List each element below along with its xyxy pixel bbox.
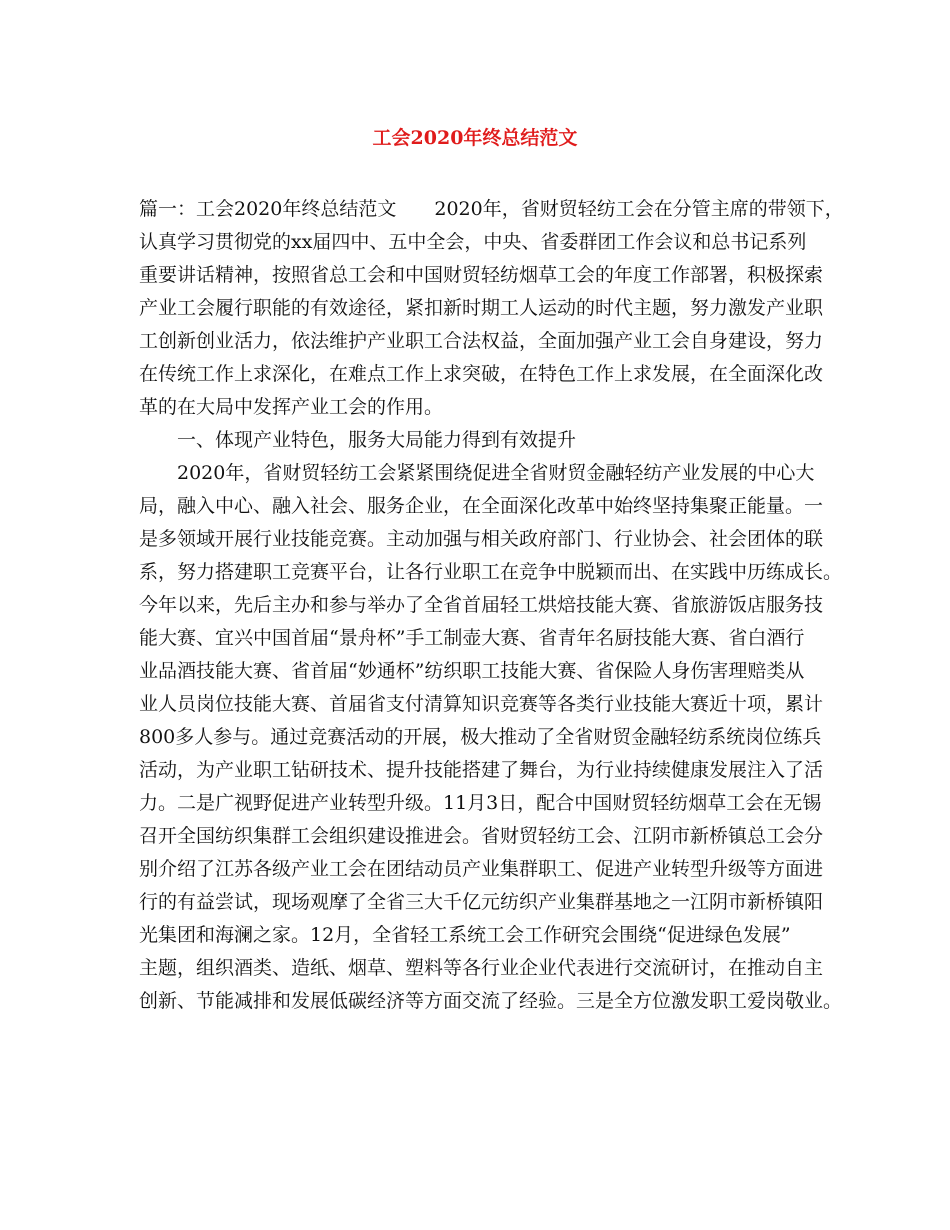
text-line: 系，努力搭建职工竞赛平台，让各行业职工在竞争中脱颖而出、在实践中历练成长。 (139, 561, 843, 583)
text-line: 行的有益尝试，现场观摩了全省三大千亿元纺织产业集群基地之一江阴市新桥镇阳 (139, 891, 824, 913)
text-line: 别介绍了江苏各级产业工会在团结动员产业集群职工、促进产业转型升级等方面进 (139, 858, 824, 880)
text-line: 革的在大局中发挥产业工会的作用。 (139, 396, 444, 418)
text-line: 局，融入中心、融入社会、服务企业，在全面深化改革中始终坚持集聚正能量。一 (139, 495, 824, 517)
text-line: 活动，为产业职工钻研技术、提升技能搭建了舞台，为行业持续健康发展注入了活 (139, 759, 824, 781)
text-line: 能大赛、宜兴中国首届“景舟杯”手工制壶大赛、省青年名厨技能大赛、省白酒行 (139, 627, 805, 649)
text-line: 在传统工作上求深化，在难点工作上求突破，在特色工作上求发展，在全面深化改 (139, 363, 824, 385)
text-line: 2020年，省财贸轻纺工会紧紧围绕促进全省财贸金融轻纺产业发展的中心大 (177, 462, 815, 484)
text-line: 是多领域开展行业技能竞赛。主动加强与相关政府部门、行业协会、社会团体的联 (139, 528, 824, 550)
text-line: 产业工会履行职能的有效途径，紧扣新时期工人运动的时代主题，努力激发产业职 (139, 297, 824, 319)
text-line: 工创新创业活力，依法维护产业职工合法权益，全面加强产业工会自身建设，努力 (139, 330, 824, 352)
text-line: 主题，组织酒类、造纸、烟草、塑料等各行业企业代表进行交流研讨，在推动自主 (139, 957, 824, 979)
text-line: 业品酒技能大赛、省首届“妙通杯”纺织职工技能大赛、省保险人身伤害理赔类从 (139, 660, 805, 682)
text-line: 光集团和海澜之家。12月，全省轻工系统工会工作研究会围绕“促进绿色发展” (139, 924, 791, 946)
text-line: 创新、节能减排和发展低碳经济等方面交流了经验。三是全方位激发职工爱岗敬业。 (139, 990, 843, 1012)
text-line: 业人员岗位技能大赛、首届省支付清算知识竞赛等各类行业技能大赛近十项，累计 (139, 693, 824, 715)
text-line: 今年以来，先后主办和参与举办了全省首届轻工烘焙技能大赛、省旅游饭店服务技 (139, 594, 824, 616)
section-heading: 一、体现产业特色，服务大局能力得到有效提升 (177, 429, 577, 451)
text-line: 重要讲话精神，按照省总工会和中国财贸轻纺烟草工会的年度工作部署，积极探索 (139, 264, 824, 286)
document-title: 工会2020年终总结范文 (372, 127, 578, 149)
text-line: 力。二是广视野促进产业转型升级。11月3日，配合中国财贸轻纺烟草工会在无锡 (139, 792, 822, 814)
text-line: 篇一：工会2020年终总结范文 2020年，省财贸轻纺工会在分管主席的带领下， (139, 198, 844, 220)
text-line: 认真学习贯彻党的xx届四中、五中全会，中央、省委群团工作会议和总书记系列 (139, 231, 807, 253)
text-line: 召开全国纺织集群工会组织建设推进会。省财贸轻纺工会、江阴市新桥镇总工会分 (139, 825, 824, 847)
text-line: 800多人参与。通过竞赛活动的开展，极大推动了全省财贸金融轻纺系统岗位练兵 (139, 726, 822, 748)
